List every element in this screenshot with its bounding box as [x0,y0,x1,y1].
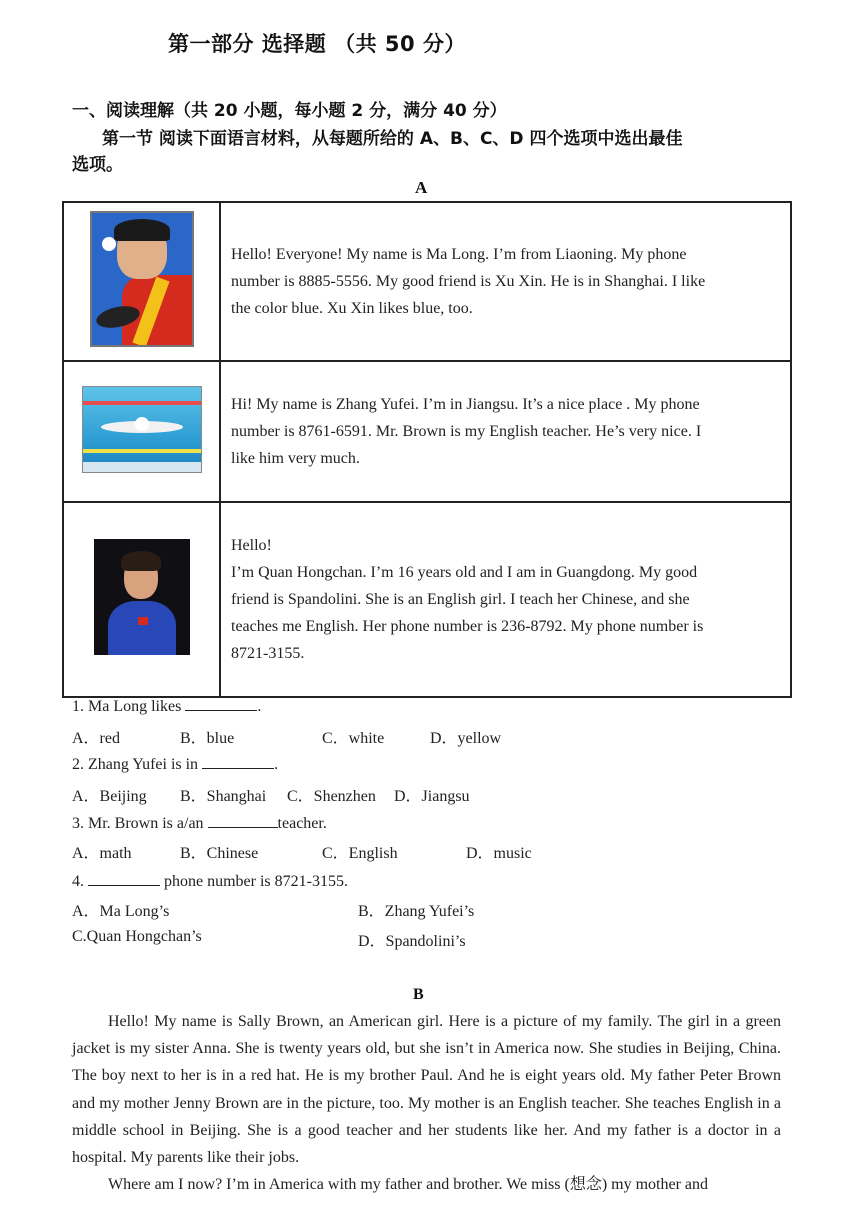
passage-b-letter: B [413,986,424,1003]
profile-line: friend is Spandolini. She is an English girl. I teach her Chinese, and she [231,591,690,608]
profile-line: Hello! Everyone! My name is Ma Long. I’m from Liaoning. My phone [231,246,687,263]
photo-cell [63,361,220,502]
option-a[interactable]: A．math [72,845,132,862]
question-stem-end: phone number is 8721-3155. [160,873,348,890]
profile-line: 8721-3155. [231,645,305,662]
profile-text [220,502,791,697]
question-3 [72,812,327,833]
photo-cell [63,502,220,697]
passage-a-letter: A [415,178,428,197]
option-d[interactable]: D．Jiangsu [394,788,470,805]
answer-blank [88,870,160,886]
table-row [63,502,791,697]
question-2 [72,753,278,774]
profile-line: like him very much. [231,450,360,467]
instruction-line-1: 第一节 阅读下面语言材料，从每题所给的 A、B、C、D 四个选项中选出最佳 [102,129,683,149]
option-a[interactable]: A．Ma Long’s [72,903,170,920]
profile-line: teaches me English. Her phone number is 236-8792. My phone number is [231,618,704,635]
option-b[interactable]: B．Shanghai [180,788,267,805]
option-d[interactable]: D．yellow [430,730,502,747]
option-b[interactable]: B．blue [180,730,235,747]
instruction-line-2: 选项。 [72,155,123,175]
table-row [63,202,791,361]
option-c[interactable]: C．Shenzhen [287,788,376,805]
photo-cell [63,202,220,361]
table-tennis-player-photo [90,211,194,347]
swimmer-photo [82,386,202,473]
question-stem-end: teacher. [277,815,327,832]
part-title: 第一部分 选择题 （共 50 分） [168,32,466,56]
profile-line: number is 8761-6591. Mr. Brown is my English teacher. He’s very nice. I [231,423,702,440]
profile-line: Hi! My name is Zhang Yufei. I’m in Jiangsu. It’s a nice place . My phone [231,396,700,413]
profile-line: I’m Quan Hongchan. I’m 16 years old and I am in Guangdong. My good [231,564,698,581]
option-d[interactable]: D．Spandolini’s [358,933,466,950]
profile-line: number is 8885-5556. My good friend is Xu Xin. He is in Shanghai. I like [231,273,706,290]
answer-blank [202,753,274,769]
question-stem: 3. Mr. Brown is a/an [72,815,208,832]
answer-blank [208,812,278,828]
question-stem-end: . [257,698,262,715]
answer-blank [185,695,257,711]
question-stem: 4. [72,873,88,890]
option-c[interactable]: C.Quan Hongchan’s [72,928,202,945]
option-a[interactable]: A．red [72,730,120,747]
profile-line: the color blue. Xu Xin likes blue, too. [231,300,473,317]
section-title: 一、阅读理解（共 20 小题，每小题 2 分，满分 40 分） [72,101,507,121]
diver-photo [94,539,190,655]
profile-line: Hello! [231,537,272,554]
option-c[interactable]: C．white [322,730,385,747]
question-4 [72,870,348,891]
passage-b-text [72,1008,781,1198]
profile-text [220,202,791,361]
option-b[interactable]: B．Chinese [180,845,259,862]
option-b[interactable]: B．Zhang Yufei’s [358,903,475,920]
option-d[interactable]: D．music [466,845,532,862]
question-stem: 1. Ma Long likes [72,698,186,715]
question-1 [72,695,261,716]
question-stem-end: . [274,756,279,773]
option-c[interactable]: C．English [322,845,398,862]
profile-text [220,361,791,502]
question-stem: 2. Zhang Yufei is in [72,756,203,773]
passage-a-table [62,201,792,698]
paragraph: Hello! My name is Sally Brown, an American girl. Here is a picture of my family. The girl in a green jacket is my sister Anna. She is twenty years old, but she isn’t in America now. She studies in Beijing, China. The boy next to her is in a red hat. He is my brother Paul. And he is eight years old. My father Peter Brown and my mother Jenny Brown are in the picture, too. My mother is an English teacher. She teaches English in a middle school in Beijing. She is a good teacher and her students like her. And my father is a doctor in a hospital. My parents like their jobs. [72,1013,781,1167]
option-a[interactable]: A．Beijing [72,788,147,805]
paragraph: Where am I now? I’m in America with my father and brother. We miss (想念) my mother and [108,1176,709,1194]
table-row [63,361,791,502]
